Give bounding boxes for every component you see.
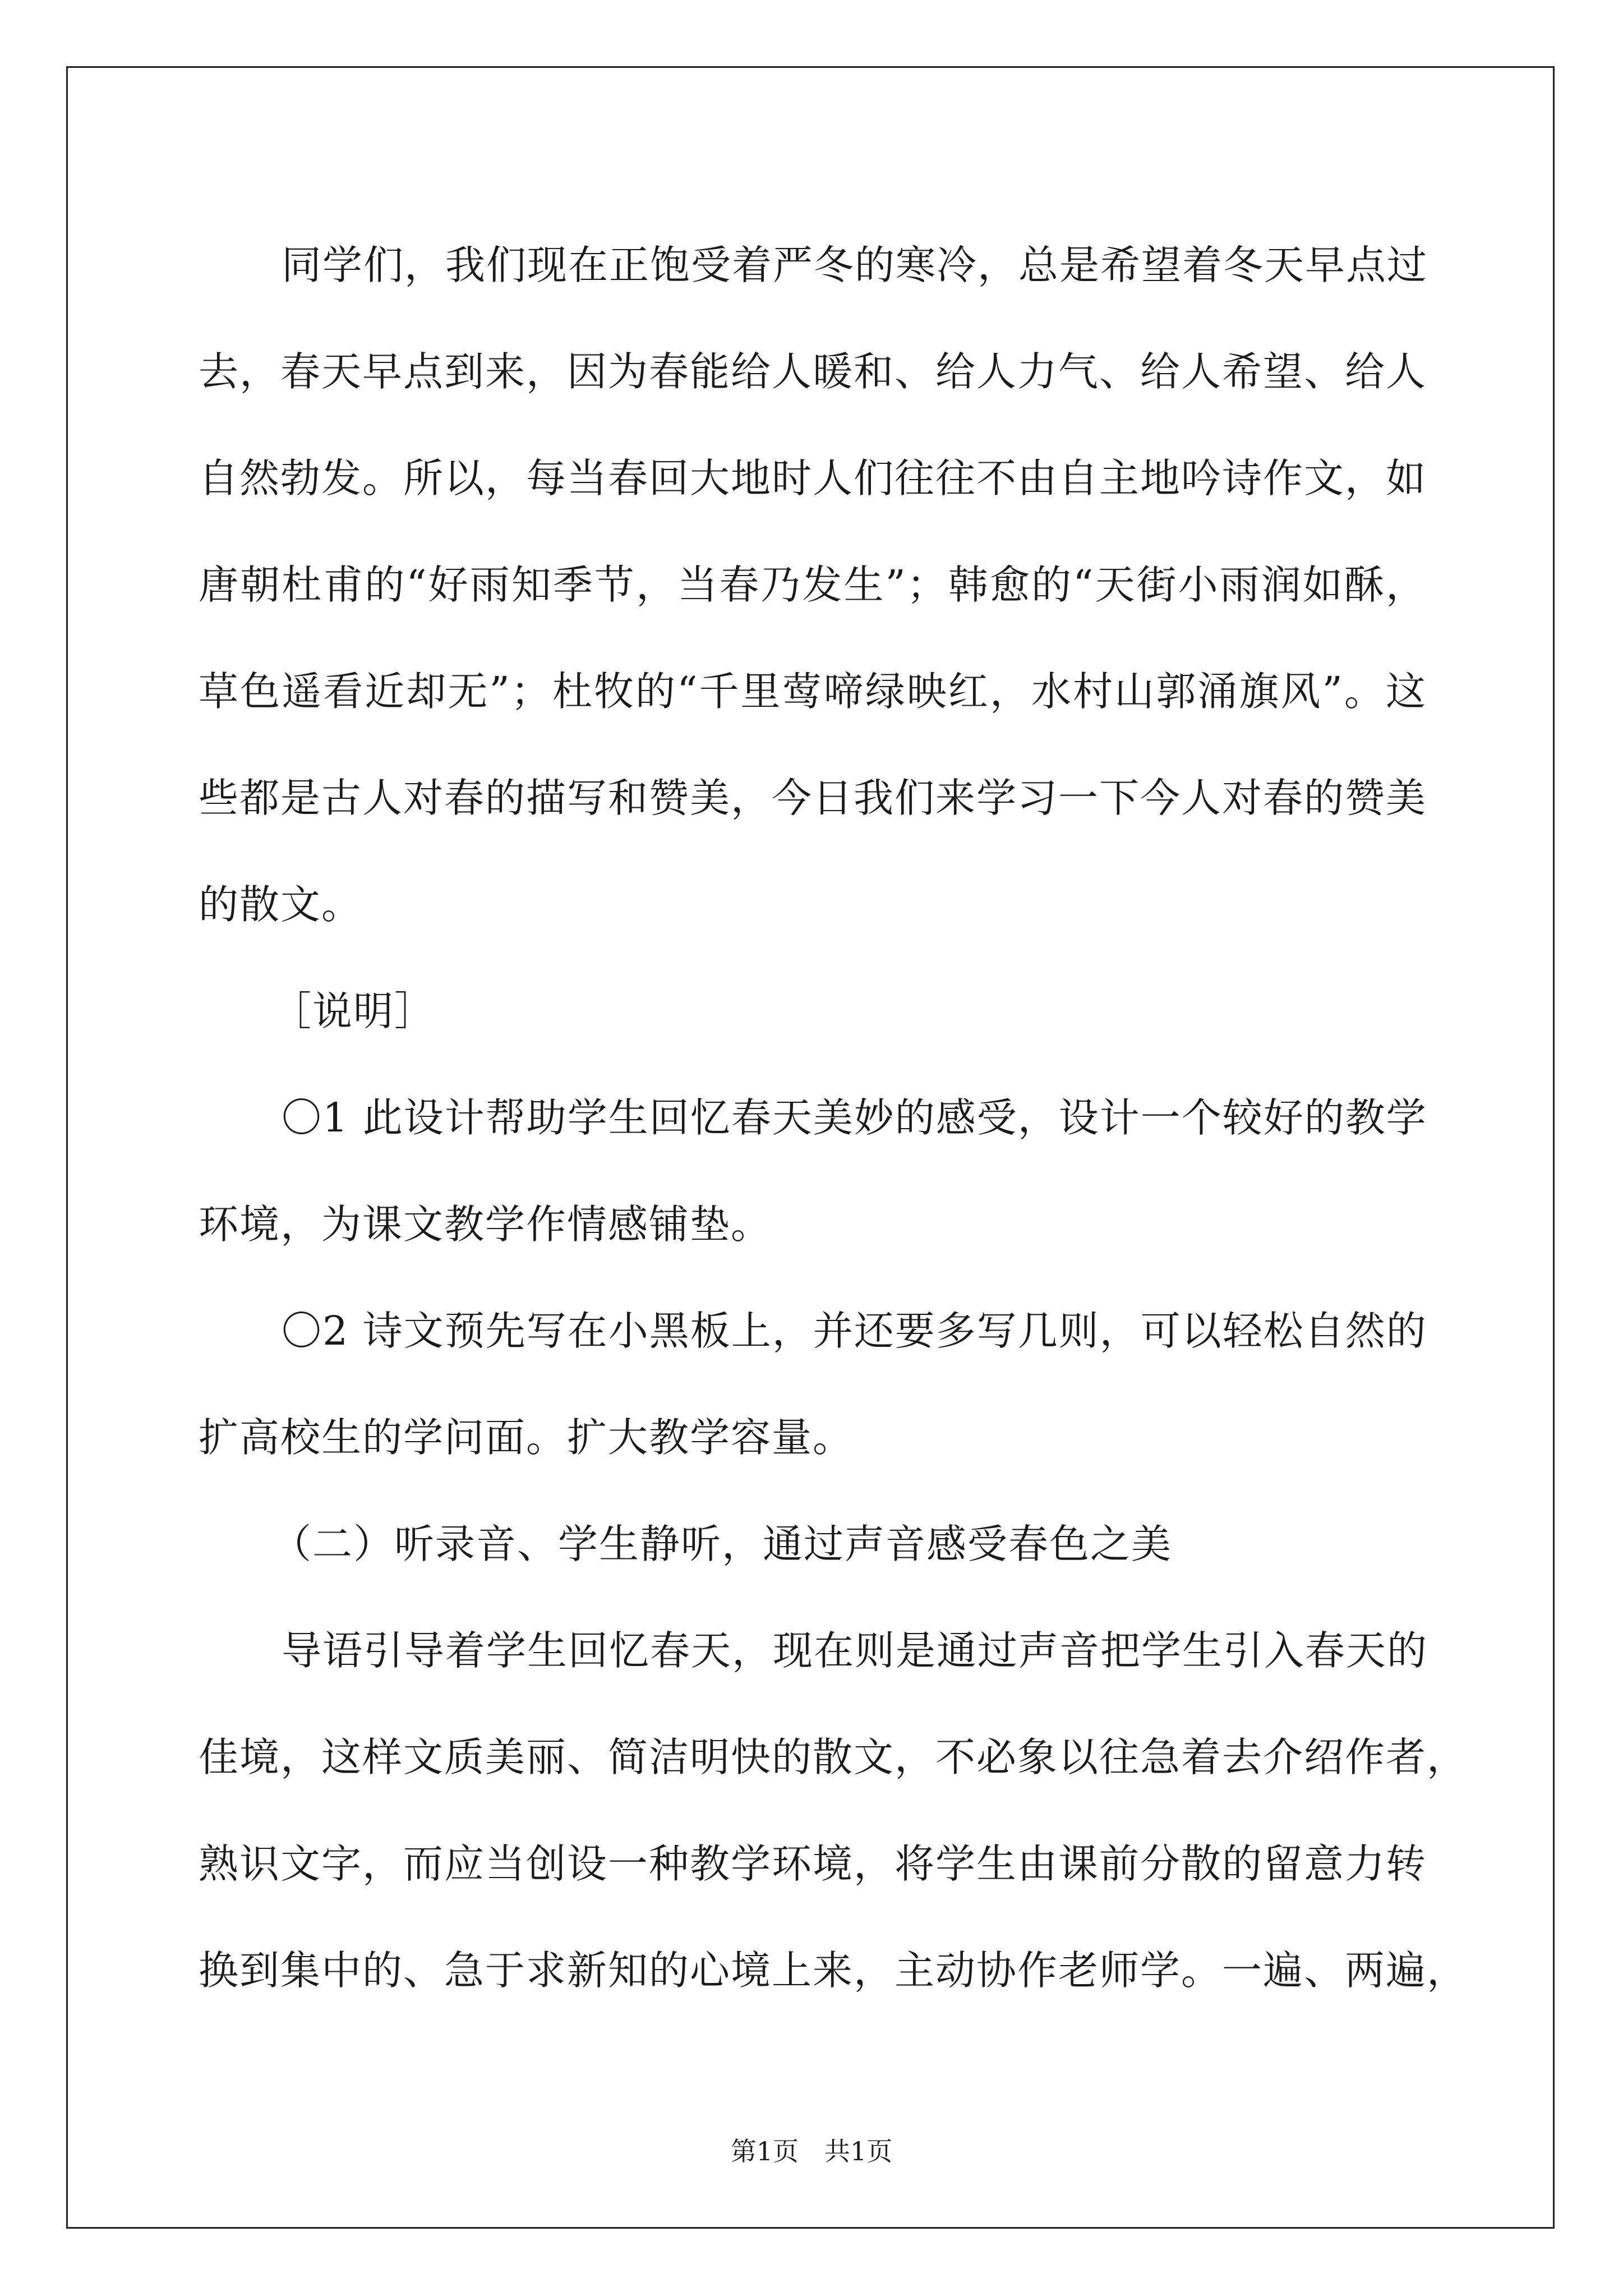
text-line: ［说明］: [271, 988, 436, 1034]
text-line: 同学们，我们现在正饱受着严冬的寒冷，总是希望着冬天早点过: [282, 242, 1428, 288]
text-line: 些都是古人对春的描写和赞美，今日我们来学习一下今人对春的赞美: [199, 775, 1427, 821]
text-line: 草色遥看近却无”；杜牧的“千里莺啼绿映红，水村山郭涌旗风”。这: [199, 668, 1427, 715]
text-line: 熟识文字，而应当创设一种教学环境，将学生由课前分散的留意力转: [199, 1841, 1427, 1887]
document-body: [199, 212, 1468, 2024]
text-line: 〇2 诗文预先写在小黑板上，并还要多写几则，可以轻松自然的: [282, 1308, 1427, 1354]
text-line: 换到集中的、急于求新知的心境上来，主动协作老师学。一遍、两遍，: [199, 1947, 1468, 1994]
text-line: 唐朝杜甫的“好雨知季节，当春乃发生”；韩愈的“天街小雨润如酥，: [199, 562, 1427, 608]
text-line: 的散文。: [199, 881, 363, 928]
text-line: 去，春天早点到来，因为春能给人暖和、给人力气、给人希望、给人: [199, 348, 1427, 395]
text-line: 导语引导着学生回忆春天，现在则是通过声音把学生引入春天的: [282, 1627, 1428, 1674]
text-line: 环境，为课文教学作情感铺垫。: [199, 1201, 772, 1248]
text-line: 〇1 此设计帮助学生回忆春天美妙的感受，设计一个较好的教学: [282, 1094, 1427, 1141]
text-line: 佳境，这样文质美丽、简洁明快的散文，不必象以往急着去介绍作者，: [199, 1734, 1468, 1780]
page-footer: 第1页 共1页: [730, 2136, 893, 2166]
text-line: 自然勃发。所以，每当春回大地时人们往往不由自主地吟诗作文，如: [199, 455, 1427, 501]
text-line: 扩高校生的学问面。扩大教学容量。: [199, 1414, 854, 1461]
text-line: （二）听录音、学生静听，通过声音感受春色之美: [271, 1521, 1173, 1567]
